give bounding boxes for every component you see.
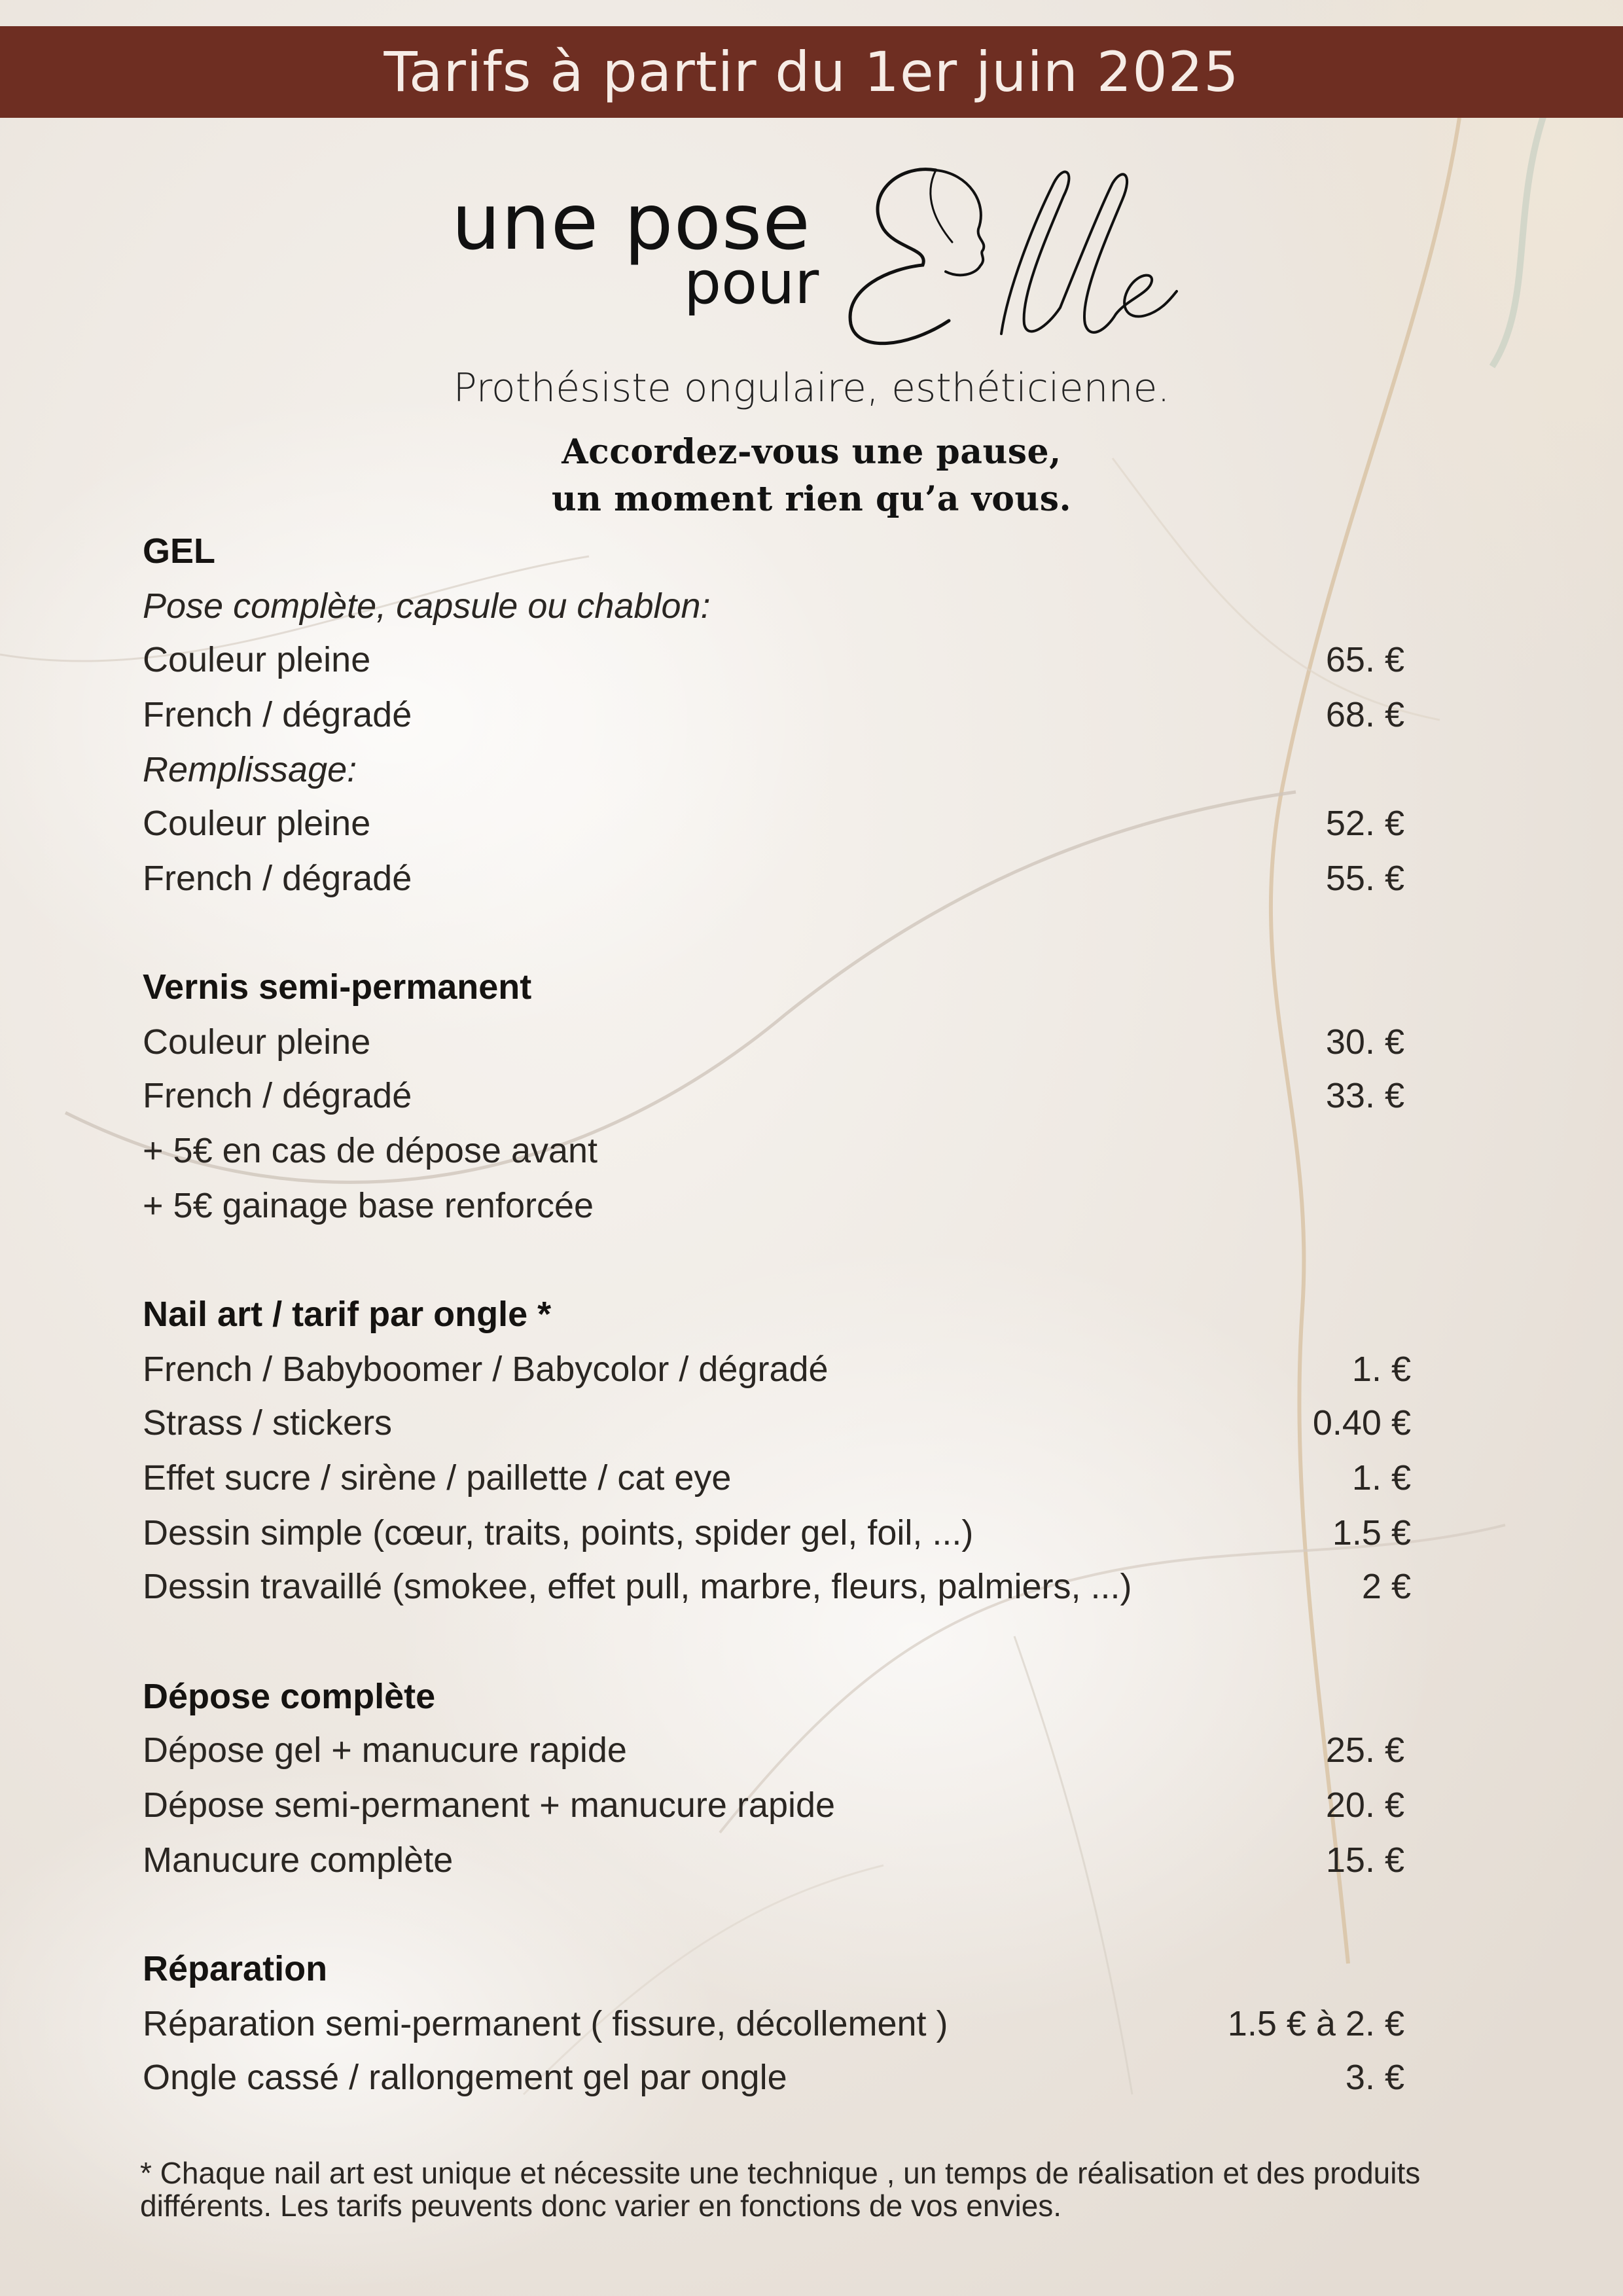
price-row — [143, 1068, 1452, 1123]
price-row — [143, 1723, 1452, 1778]
price-label: French / Babyboomer / Babycolor / dégradé — [143, 1350, 829, 1389]
price-value: 1.5 € à 2. € — [1227, 2004, 1404, 2043]
price-row — [143, 1559, 1452, 1614]
price-row — [143, 632, 1452, 687]
price-value: 68. € — [1325, 695, 1404, 734]
price-value: 0.40 € — [1312, 1403, 1411, 1443]
price-value: 25. € — [1325, 1731, 1404, 1770]
price-value: 33. € — [1325, 1076, 1404, 1115]
price-label: Manucure complète — [143, 1840, 454, 1880]
price-value: 52. € — [1325, 804, 1404, 843]
price-label: Couleur pleine — [143, 640, 371, 679]
subheading-remplissage: Remplissage: — [143, 750, 357, 789]
price-value: 30. € — [1325, 1022, 1404, 1062]
price-note-row — [143, 1123, 1452, 1178]
price-value: 15. € — [1325, 1840, 1404, 1880]
price-label: + 5€ en cas de dépose avant — [143, 1131, 598, 1170]
price-label: French / dégradé — [143, 859, 412, 898]
price-row — [143, 2050, 1452, 2105]
price-label: Couleur pleine — [143, 1022, 371, 1062]
price-row — [143, 1395, 1452, 1450]
price-value: 1.5 € — [1332, 1513, 1411, 1552]
footnote: * Chaque nail art est unique et nécessite une technique , un temps de réalisation et des produits différents. Les tarifs peuvents donc varier en fonctions de vos envies. — [140, 2156, 1421, 2223]
price-row — [143, 687, 1452, 742]
price-value: 65. € — [1325, 640, 1404, 679]
price-label: Réparation semi-permanent ( fissure, décollement ) — [143, 2004, 948, 2043]
price-value: 2 € — [1361, 1567, 1411, 1606]
price-note-row — [143, 1178, 1452, 1233]
section-title-semi-permanent: Vernis semi-permanent — [143, 967, 532, 1007]
price-row — [143, 1342, 1452, 1397]
price-row — [143, 796, 1452, 851]
tagline: Prothésiste ongulaire, esthéticienne. — [453, 365, 1170, 411]
price-row — [143, 1778, 1452, 1833]
price-row — [143, 1996, 1452, 2051]
slogan-line-1: Accordez-vous une pause, — [562, 432, 1061, 472]
price-row — [143, 1450, 1452, 1505]
logo-text-pour: pour — [684, 249, 819, 317]
price-label: French / dégradé — [143, 695, 412, 734]
price-value: 55. € — [1325, 859, 1404, 898]
page-title: Tarifs à partir du 1er juin 2025 — [383, 40, 1240, 104]
section-title-reparation: Réparation — [143, 1949, 328, 1988]
price-value: 1. € — [1351, 1350, 1411, 1389]
subheading-pose-complete: Pose complète, capsule ou chablon: — [143, 586, 711, 626]
price-label: Dépose semi-permanent + manucure rapide — [143, 1785, 836, 1825]
price-value: 3. € — [1345, 2058, 1404, 2097]
price-row — [143, 1505, 1452, 1560]
price-row — [143, 851, 1452, 906]
price-label: Ongle cassé / rallongement gel par ongle — [143, 2058, 787, 2097]
logo-elle-script-mark — [838, 144, 1178, 360]
price-label: Dépose gel + manucure rapide — [143, 1731, 627, 1770]
slogan-line-2: un moment rien qu’a vous. — [551, 479, 1072, 519]
price-label: Dessin simple (cœur, traits, points, spider gel, foil, ...) — [143, 1513, 974, 1552]
price-label: Strass / stickers — [143, 1403, 393, 1443]
price-label: French / dégradé — [143, 1076, 412, 1115]
price-value: 20. € — [1325, 1785, 1404, 1825]
section-title-gel: GEL — [143, 531, 216, 571]
logo-text-une-pose: une pose — [452, 177, 811, 267]
price-row — [143, 1833, 1452, 1888]
section-title-depose: Dépose complète — [143, 1677, 436, 1716]
price-label: Couleur pleine — [143, 804, 371, 843]
price-row — [143, 1014, 1452, 1069]
price-label: Dessin travaillé (smokee, effet pull, marbre, fleurs, palmiers, ...) — [143, 1567, 1132, 1606]
title-banner — [0, 26, 1623, 118]
logo — [445, 144, 1178, 360]
price-label: + 5€ gainage base renforcée — [143, 1186, 594, 1225]
price-label: Effet sucre / sirène / paillette / cat eye — [143, 1458, 732, 1498]
section-title-nail-art: Nail art / tarif par ongle * — [143, 1295, 552, 1334]
price-value: 1. € — [1351, 1458, 1411, 1498]
